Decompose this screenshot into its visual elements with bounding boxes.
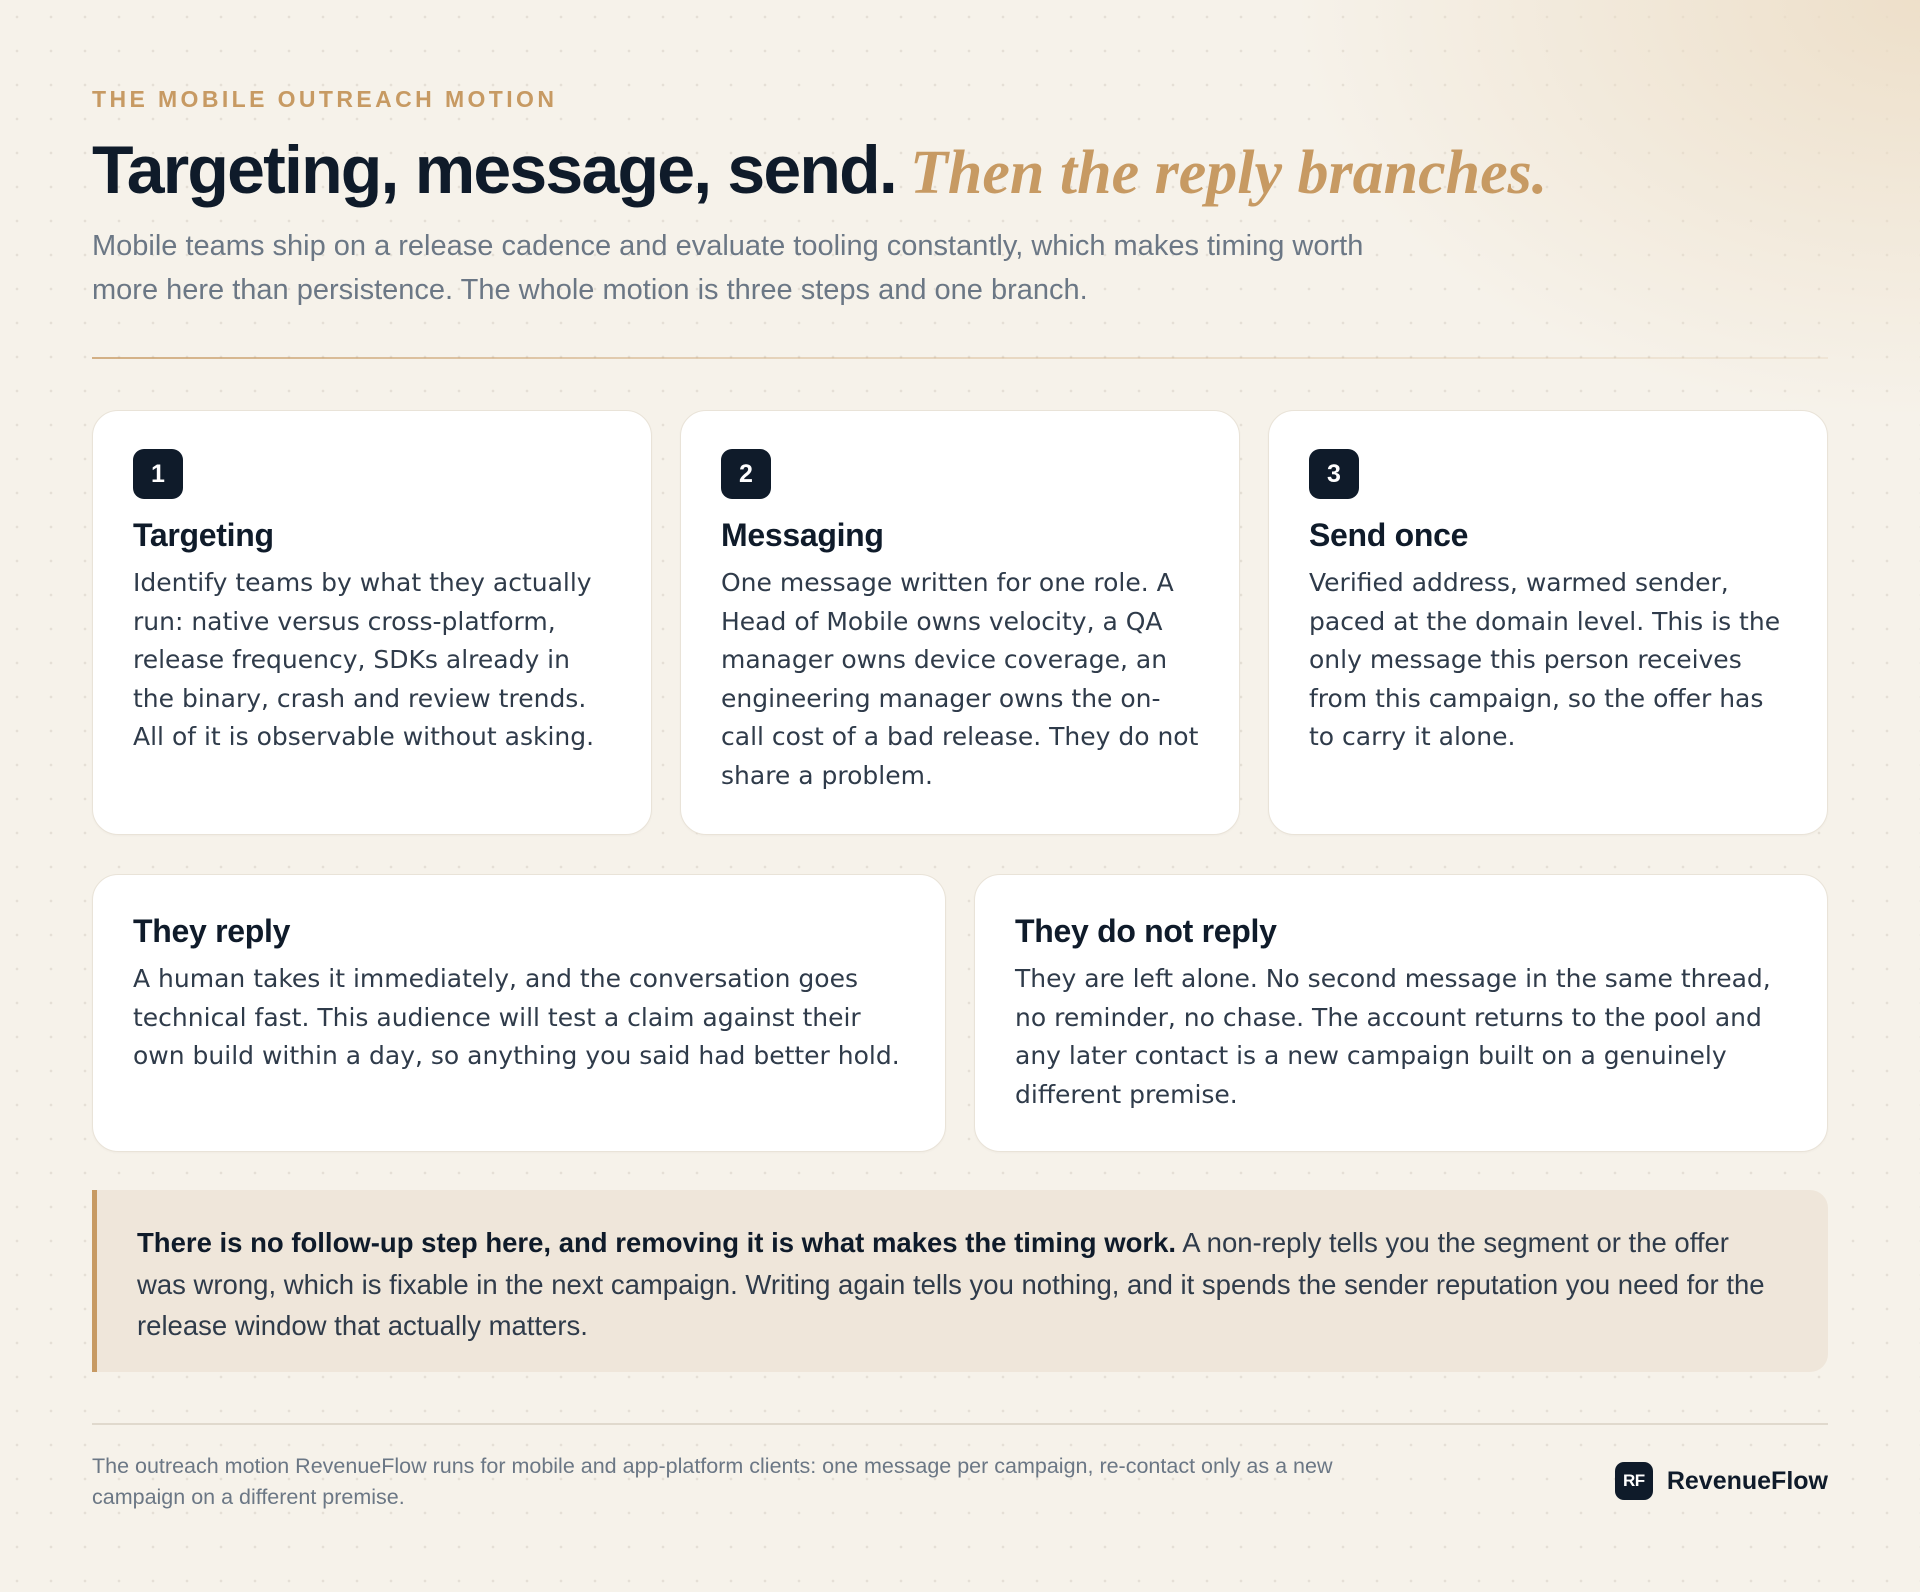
step-title: Messaging	[721, 517, 884, 553]
callout-body: A non-reply tells you the segment or the offer was wrong, which is fixable in the next campaign. Writing again tells you nothing, and it spends the sender reputation you need for the release window that actually matters.	[137, 1227, 1765, 1341]
callout	[92, 1190, 1828, 1372]
step-card-targeting	[92, 410, 652, 835]
branch-title: They reply	[133, 913, 291, 949]
headline	[92, 128, 1547, 224]
step-card-messaging	[680, 410, 1240, 835]
step-number-badge: 1	[133, 449, 183, 499]
headline-main: Targeting, message, send.	[92, 132, 897, 208]
step-number-badge: 3	[1309, 449, 1359, 499]
headline-accent: Then the reply branches.	[910, 139, 1548, 207]
step-number-badge: 2	[721, 449, 771, 499]
branch-body: They are left alone. No second message in the same thread, no reminder, no chase. The account returns to the pool and any later contact is a new campaign built on a genuinely different premise.	[1015, 964, 1771, 1109]
brand-logo: RF	[1615, 1462, 1653, 1500]
footer-divider	[92, 1423, 1828, 1425]
callout-text	[137, 1222, 1768, 1347]
footer-note: The outreach motion RevenueFlow runs for mobile and app-platform clients: one message per campaign, re-contact only as a new campaign on a different premise.	[92, 1454, 1333, 1509]
page	[92, 0, 1828, 1592]
step-body: Identify teams by what they actually run: native versus cross-platform, release frequency, SDKs already in the binary, crash and review trends. All of it is observable without asking.	[133, 568, 595, 751]
divider	[92, 357, 1828, 359]
branch-card-reply	[92, 874, 946, 1152]
step-body: Verified address, warmed sender, paced at the domain level. This is the only message this person receives from this campaign, so the offer has to carry it alone.	[1309, 568, 1781, 751]
branch-body: A human takes it immediately, and the conversation goes technical fast. This audience will test a claim against their own build within a day, so anything you said had better hold.	[133, 964, 900, 1070]
branch-title: They do not reply	[1015, 913, 1277, 949]
step-body: One message written for one role. A Head of Mobile owns velocity, a QA manager owns device coverage, an engineering manager owns the on-call cost of a bad release. They do not share a problem.	[721, 568, 1199, 790]
step-title: Targeting	[133, 517, 274, 553]
step-title: Send once	[1309, 517, 1469, 553]
step-card-send-once	[1268, 410, 1828, 835]
eyebrow: THE MOBILE OUTREACH MOTION	[92, 86, 558, 112]
brand	[1615, 1462, 1828, 1500]
brand-name: RevenueFlow	[1666, 1466, 1828, 1495]
callout-strong: There is no follow-up step here, and removing it is what makes the timing work.	[137, 1227, 1177, 1258]
subtitle: Mobile teams ship on a release cadence and evaluate tooling constantly, which makes timing worth more here than persistence. The whole motion is three steps and one branch.	[92, 230, 1364, 306]
branch-card-no-reply	[974, 874, 1828, 1152]
